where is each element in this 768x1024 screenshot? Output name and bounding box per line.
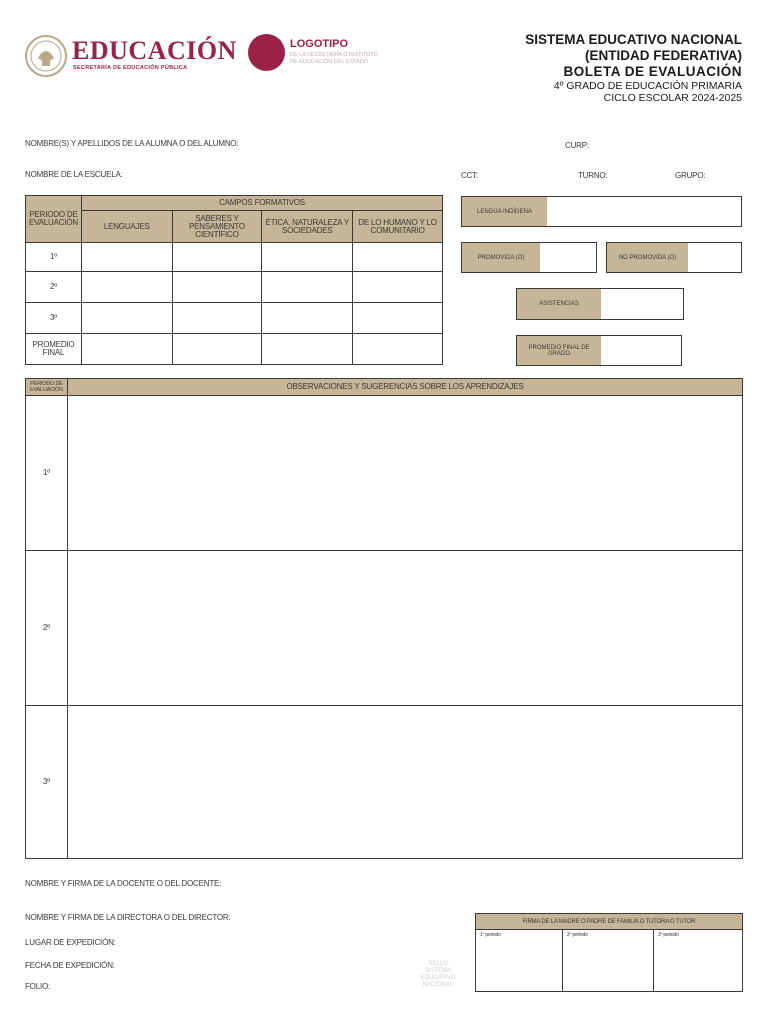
grade-cell[interactable]: [172, 272, 262, 303]
promovida-label: PROMOVIDA (O): [462, 243, 540, 272]
logo-sep-subtitle: SECRETARÍA DE EDUCACIÓN PÚBLICA: [73, 65, 188, 71]
parent-signature-title: FIRMA DE LA MADRE O PADRE DE FAMILIA O TUTORA O TUTOR: [476, 914, 743, 930]
grade-cell[interactable]: [172, 334, 262, 365]
grupo-label: GRUPO:: [675, 171, 706, 180]
title-line-4: 4º GRADO DE EDUCACIÓN PRIMARIA: [553, 80, 742, 92]
asistencias-box[interactable]: [516, 288, 684, 320]
grade-cell[interactable]: [262, 334, 353, 365]
table-row: [26, 243, 443, 272]
signature-cell-2[interactable]: [563, 930, 654, 992]
observations-table: [25, 378, 743, 859]
table-row: [26, 396, 743, 551]
title-line-3: BOLETA DE EVALUACIÓN: [563, 64, 742, 79]
obs-title: OBSERVACIONES Y SUGERENCIAS SOBRE LOS APRENDIZAJES: [68, 379, 743, 396]
grade-cell[interactable]: [81, 272, 172, 303]
place-label: LUGAR DE EXPEDICIÓN:: [25, 938, 116, 947]
period-1-label: 1º periodo: [480, 932, 501, 938]
period-2-label: 2º periodo: [567, 932, 588, 938]
school-name-label: NOMBRE DE LA ESCUELA:: [25, 170, 123, 179]
obs-period-label: 2º: [26, 551, 68, 706]
logotipo-sub1: DE LA SECRETARÍA O INSTITUTO: [290, 52, 378, 58]
grade-cell[interactable]: [81, 334, 172, 365]
student-name-label: NOMBRE(S) Y APELLIDOS DE LA ALUMNA O DEL ALUMNO:: [25, 139, 239, 148]
table-row: [26, 551, 743, 706]
title-line-1: SISTEMA EDUCATIVO NACIONAL: [525, 32, 742, 47]
coat-of-arms-icon: [24, 34, 68, 78]
cct-label: CCT:: [461, 171, 478, 180]
table-row: [26, 272, 443, 303]
folio-label: FOLIO:: [25, 982, 51, 991]
signature-cell-1[interactable]: [476, 930, 563, 992]
row-period-label: PROMEDIO FINAL: [26, 334, 82, 365]
observation-cell[interactable]: [68, 551, 743, 706]
column-etica: ÉTICA, NATURALEZA Y SOCIEDADES: [262, 211, 353, 243]
grade-cell[interactable]: [172, 303, 262, 334]
grade-cell[interactable]: [81, 303, 172, 334]
grade-cell[interactable]: [81, 243, 172, 272]
grade-cell[interactable]: [353, 272, 443, 303]
row-period-label: 2º: [26, 272, 82, 303]
no-promovida-box[interactable]: [606, 242, 742, 273]
grade-cell[interactable]: [262, 272, 353, 303]
grade-cell[interactable]: [172, 243, 262, 272]
obs-period-header: PERIODO DE EVALUACIÓN: [26, 379, 68, 396]
column-humano: DE LO HUMANO Y LO COMUNITARIO: [353, 211, 443, 243]
obs-period-label: 3º: [26, 706, 68, 859]
grades-table: [25, 195, 443, 365]
promedio-final-box[interactable]: [516, 335, 682, 366]
logotipo-sub2: DE EDUCACIÓN DEL ESTADO: [290, 59, 368, 65]
turno-label: TURNO:: [578, 171, 608, 180]
state-logo-placeholder: [248, 34, 398, 74]
obs-period-label: 1º: [26, 396, 68, 551]
promovida-box[interactable]: [461, 242, 597, 273]
title-line-2: (ENTIDAD FEDERATIVA): [585, 48, 742, 63]
no-promovida-label: NO PROMOVIDA (O): [607, 243, 688, 272]
lengua-indigena-label: LENGUA INDÍGENA: [462, 197, 547, 226]
table-row: [26, 334, 443, 365]
table-row: [26, 303, 443, 334]
period-3-label: 3º periodo: [658, 932, 679, 938]
column-saberes: SABERES Y PENSAMIENTO CIENTÍFICO: [172, 211, 262, 243]
title-line-5: CICLO ESCOLAR 2024-2025: [603, 92, 742, 104]
seal-placeholder: SELLO SISTEMA EDUCATIVO NACIONAL: [420, 961, 456, 988]
row-period-label: 1º: [26, 243, 82, 272]
document-title-block: [442, 32, 742, 104]
grade-cell[interactable]: [262, 303, 353, 334]
table-row: [26, 706, 743, 859]
signature-cell-3[interactable]: [654, 930, 743, 992]
logotipo-title: LOGOTIPO: [290, 38, 349, 50]
grade-cell[interactable]: [353, 243, 443, 272]
asistencias-label: ASISTENCIAS: [517, 289, 601, 319]
director-signature-label: NOMBRE Y FIRMA DE LA DIRECTORA O DEL DIRECTOR:: [25, 913, 231, 922]
grade-cell[interactable]: [262, 243, 353, 272]
logo-circle-icon: [248, 34, 285, 71]
teacher-signature-label: NOMBRE Y FIRMA DE LA DOCENTE O DEL DOCENTE:: [25, 879, 222, 888]
sep-logo: [24, 34, 237, 80]
logo-education-text: EDUCACIÓN: [72, 36, 237, 65]
campos-header: CAMPOS FORMATIVOS: [81, 196, 442, 211]
period-header: PERIODO DE EVALUACIÓN: [26, 196, 82, 243]
promedio-final-label: PROMEDIO FINAL DE GRADO: [517, 336, 601, 365]
grade-cell[interactable]: [353, 334, 443, 365]
grade-cell[interactable]: [353, 303, 443, 334]
lengua-indigena-box[interactable]: [461, 196, 742, 227]
curp-label: CURP:: [565, 141, 589, 150]
observation-cell[interactable]: [68, 706, 743, 859]
row-period-label: 3º: [26, 303, 82, 334]
date-label: FECHA DE EXPEDICIÓN:: [25, 961, 115, 970]
column-lenguajes: LENGUAJES: [81, 211, 172, 243]
parent-signature-table: [475, 913, 743, 992]
observation-cell[interactable]: [68, 396, 743, 551]
